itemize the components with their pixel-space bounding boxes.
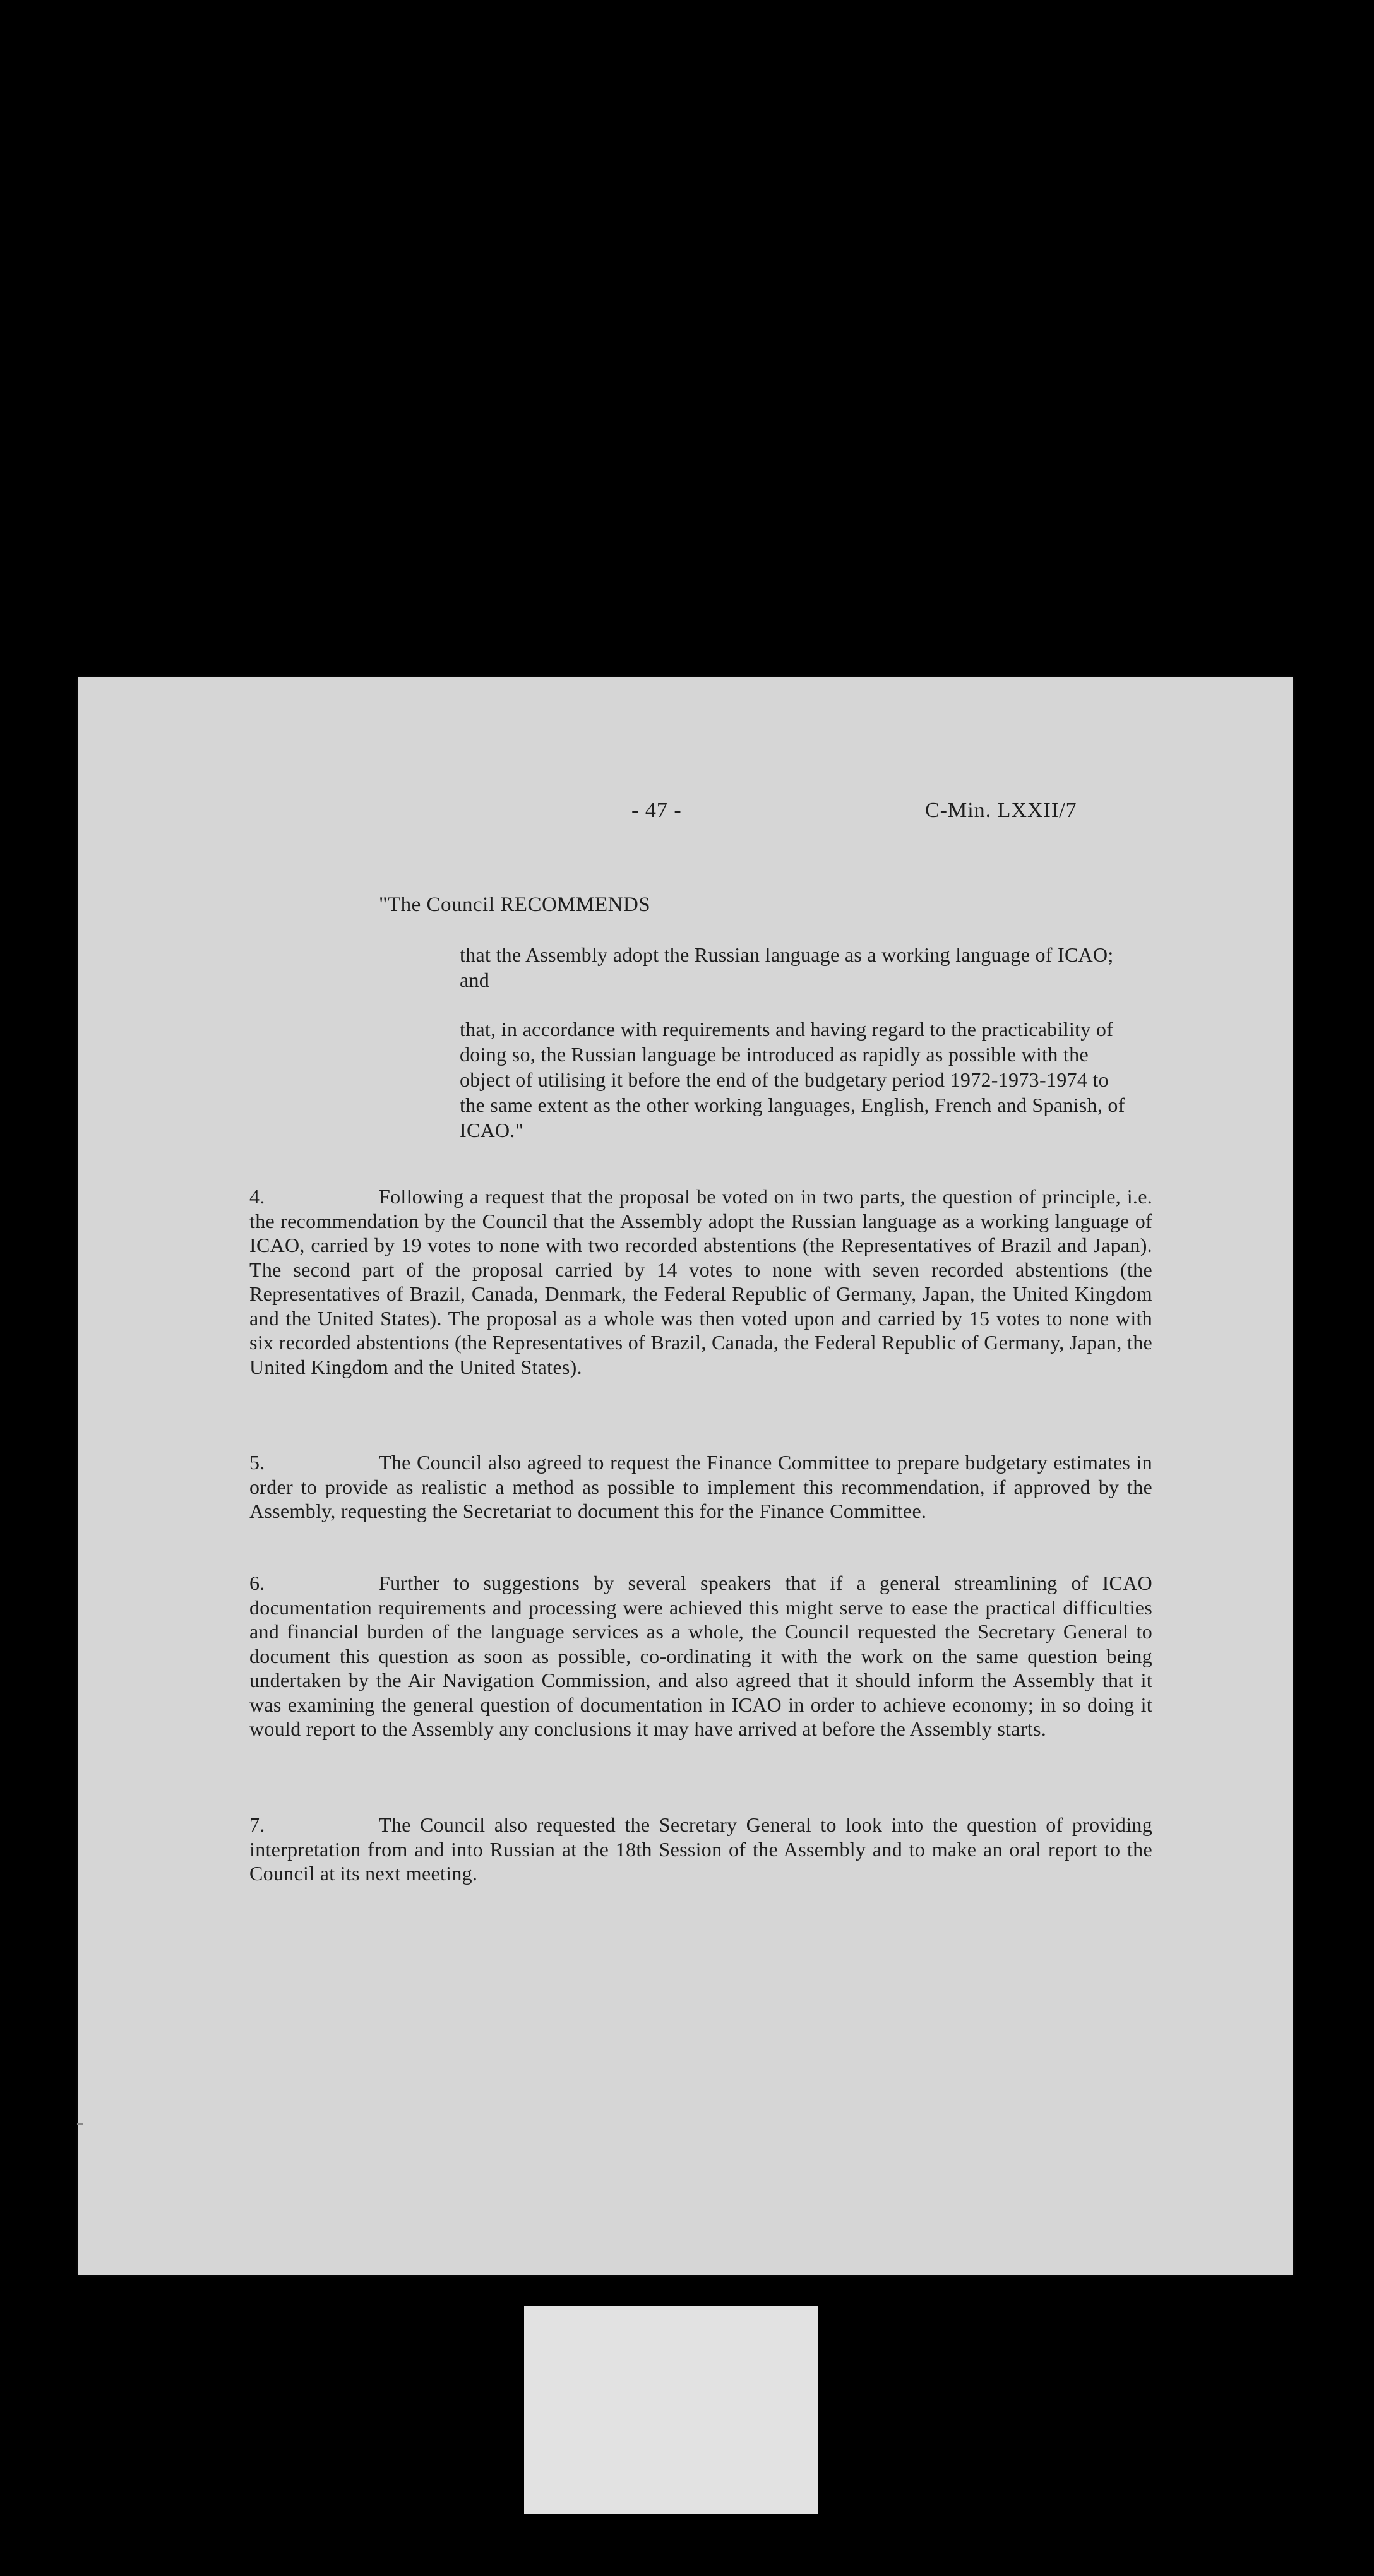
resolution-clause-1: that the Assembly adopt the Russian language as a working language of ICAO; and: [460, 943, 1114, 991]
paragraph-number: 4.: [249, 1185, 265, 1208]
paragraph-text: The Council also agreed to request the Finance Committee to prepare budgetary estimates in order to provide as realistic a method as possible to implement this recommendation, if approved by the Assembly, requesting the Secretariat to document this for the Finance Committee.: [249, 1451, 1152, 1522]
blank-target-card: [524, 2306, 818, 2514]
edge-mark: [77, 2123, 83, 2125]
paragraph-5: [249, 1450, 1152, 1524]
paragraph-number: 5.: [249, 1451, 265, 1474]
resolution-clause-2: that, in accordance with requirements and having regard to the practicability of doing so, the Russian language be introduced as rapidly as possible with the object of utilising it before the end of the budgetary period 1972-1973-1974 to the same extent as the other working languages, English, French and Spanish, of ICAO.": [460, 1018, 1125, 1142]
document-reference: C-Min. LXXII/7: [925, 799, 1077, 822]
paragraph-text: The Council also requested the Secretary General to look into the question of providing interpretation from and into Russian at the 18th Session of the Assembly and to make an oral report to the Council at its next meeting.: [249, 1813, 1152, 1885]
page-number: - 47 -: [631, 799, 682, 822]
paragraph-7: [249, 1813, 1152, 1886]
paragraph-6: [249, 1571, 1152, 1741]
paragraph-text: Following a request that the proposal be voted on in two parts, the question of principle, i.e. the recommendation by the Council that the Assembly adopt the Russian language as a working language of ICAO, carried by 19 votes to none with two recorded abstentions (the Representatives of Brazil and Japan). The second part of the proposal carried by 14 votes to none with seven recorded abstentions (the Representatives of Brazil, Canada, Denmark, the Federal Republic of Germany, Japan, the United Kingdom and the United States). The proposal as a whole was then voted upon and carried by 15 votes to none with six recorded abstentions (the Representatives of Brazil, Canada, the Federal Republic of Germany, Japan, the United Kingdom and the United States).: [249, 1185, 1152, 1378]
paragraph-text: Further to suggestions by several speakers that if a general streamlining of ICAO documentation requirements and processing were achieved this might serve to ease the practical difficulties and financial burden of the language services as a whole, the Council requested the Secretary General to document this question as soon as possible, co-ordinating it with the work on the same question being undertaken by the Air Navigation Commission, and also agreed that it should inform the Assembly that it was examining the general question of documentation in ICAO in order to achieve economy; in so doing it would report to the Assembly any conclusions it may have arrived at before the Assembly starts.: [249, 1571, 1152, 1740]
paragraph-number: 6.: [249, 1571, 265, 1594]
paragraph-number: 7.: [249, 1813, 265, 1836]
paragraph-4: [249, 1184, 1152, 1379]
resolution-intro: "The Council RECOMMENDS: [379, 893, 651, 916]
